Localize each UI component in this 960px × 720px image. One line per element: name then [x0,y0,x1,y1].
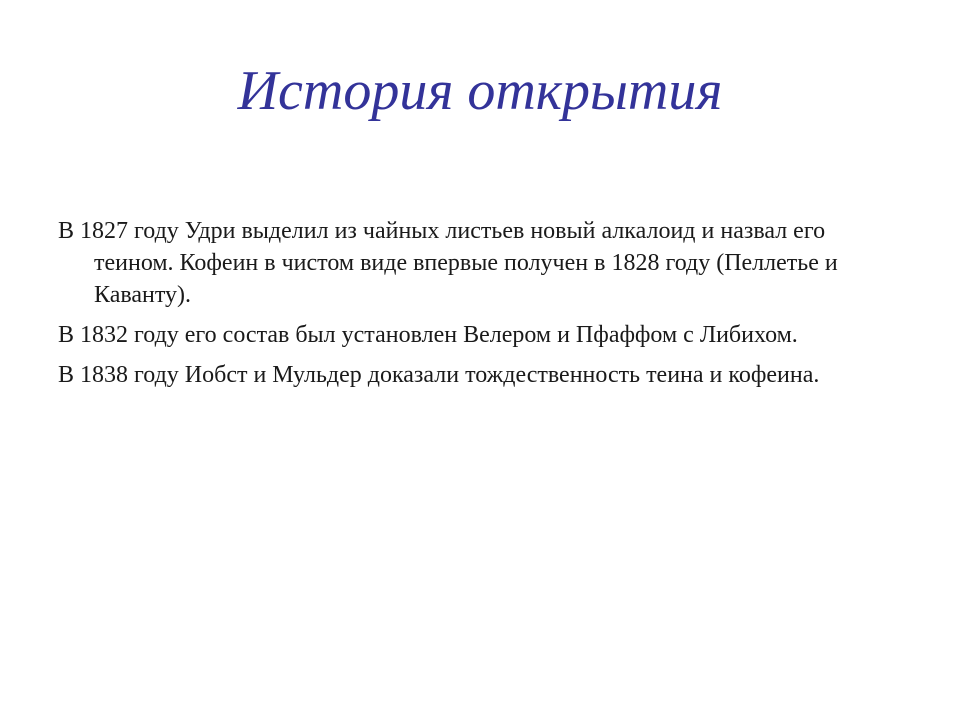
paragraph-1838: В 1838 году Иобст и Мульдер доказали тождественность теина и кофеина. [58,362,820,388]
paragraph-1827: В 1827 году Удри выделил из чайных листьев новый алкалоид и назвал его теином. Кофеин в чистом виде впервые получен в 1828 году (Пеллетье и Каванту). [58,218,838,308]
slide-title: История открытия [237,60,723,122]
slide-body [58,215,908,399]
paragraph-1832: В 1832 году его состав был установлен Велером и Пфаффом с Либихом. [58,322,798,348]
